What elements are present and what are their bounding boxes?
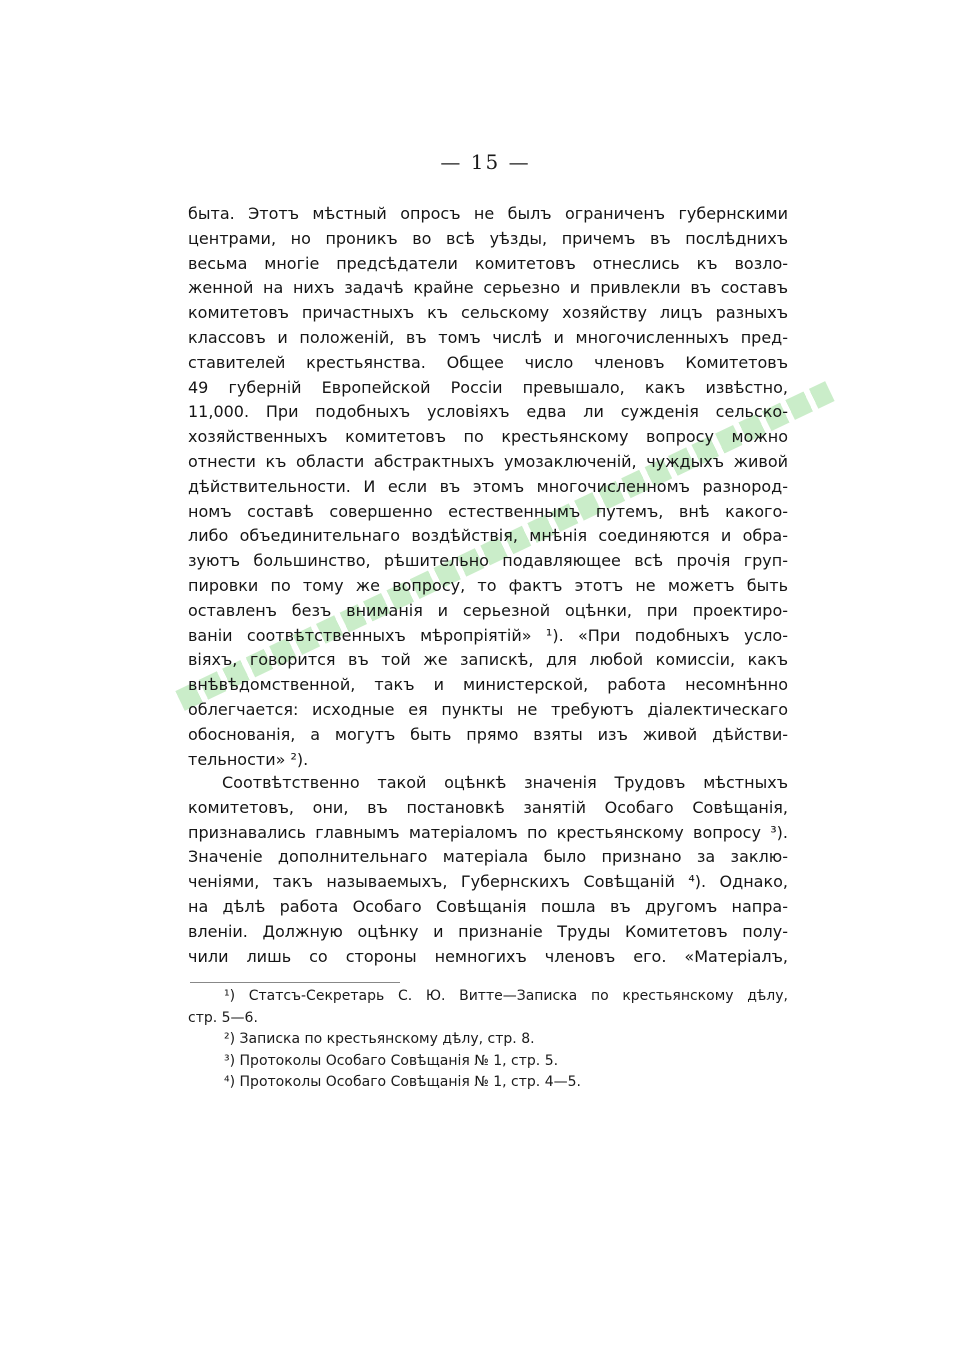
text-line: Соотвѣтственно такой оцѣнкѣ значенія Трудовъ мѣстныхъ xyxy=(222,773,788,792)
footnote-3: ³) Протоколы Особаго Совѣщанія № 1, стр. 5. xyxy=(224,1052,559,1069)
text-line: обоснованія, а могутъ быть прямо взяты изъ живой дѣйстви- xyxy=(188,724,788,744)
text-line: центрами, но проникъ во всѣ уѣзды, причемъ въ послѣднихъ xyxy=(188,228,788,248)
text-line: ставителей крестьянства. Общее число членовъ Комитетовъ xyxy=(188,352,788,372)
text-line: комитетовъ, они, въ постановкѣ занятій Особаго Совѣщанія, xyxy=(188,797,788,817)
text-line: классовъ и положеній, въ томъ числѣ и многочисленныхъ пред- xyxy=(188,327,788,347)
text-line: 11,000. При подобныхъ условіяхъ едва ли сужденія сельско- xyxy=(188,402,788,422)
text-line: либо объединительнаго воздѣйствія, мнѣнія соединяются и обра- xyxy=(188,526,788,546)
text-line: зуютъ большинство, рѣшительно подавляющее всѣ прочія груп- xyxy=(188,551,788,571)
text-line: дѣйствительности. И если въ этомъ многочисленномъ разнород- xyxy=(188,476,788,496)
footnotes xyxy=(188,986,788,1094)
text-line: на дѣлѣ работа Особаго Совѣщанія пошла въ другомъ напра- xyxy=(188,896,788,916)
text-line: облегчается: исходные ея пункты не требуютъ діалектическаго xyxy=(188,699,788,719)
text-line: 49 губерній Европейской Россіи превышало, какъ извѣстно, xyxy=(188,377,788,397)
text-line: віяхъ, говорится въ той же запискѣ, для любой комиссіи, какъ xyxy=(188,650,788,670)
text-line: оставленъ безъ вниманія и серьезной оцѣнки, при проектиро- xyxy=(188,600,788,620)
paragraph-1 xyxy=(188,202,788,772)
text-line: женной на нихъ задачѣ крайне серьезно и привлекли въ составъ xyxy=(188,278,788,298)
text-line: весьма многіе предсѣдатели комитетовъ отнеслись къ возло- xyxy=(188,253,788,273)
text-line: пировки по тому же вопросу, то фактъ этотъ не можетъ быть xyxy=(188,575,788,595)
text-line: быта. Этотъ мѣстный опросъ не былъ ограниченъ губернскими xyxy=(188,204,788,223)
text-line: вленіи. Должную оцѣнку и признаніе Труды Комитетовъ полу- xyxy=(188,921,788,941)
text-line: ченіями, такъ называемыхъ, Губернскихъ Совѣщаній ⁴). Однако, xyxy=(188,872,788,892)
footnote-1: ¹) Статсъ-Секретарь С. Ю. Витте—Записка по крестьянскому дѣлу, xyxy=(224,988,788,1004)
page-number: — 15 — xyxy=(440,150,531,174)
text-line: внѣвѣдомственной, такъ и министерской, работа несомнѣнно xyxy=(188,675,788,695)
footnote-2: ²) Записка по крестьянскому дѣлу, стр. 8. xyxy=(224,1031,535,1048)
text-line: хозяйственныхъ комитетовъ по крестьянскому вопросу можно xyxy=(188,427,788,447)
footnote-1-continued: стр. 5—6. xyxy=(188,1009,258,1026)
footnote-separator xyxy=(190,982,400,983)
text-line: ваніи соотвѣтственныхъ мѣропріятій» ¹). «При подобныхъ усло- xyxy=(188,625,788,645)
text-line: тельности» ²). xyxy=(188,749,309,769)
text-line: Значеніе дополнительнаго матеріала было признано за заклю- xyxy=(188,847,788,867)
paragraph-2 xyxy=(188,771,788,969)
text-line: комитетовъ причастныхъ къ сельскому хозяйству лицъ разныхъ xyxy=(188,303,788,323)
text-line: признавались главнымъ матеріаломъ по крестьянскому вопросу ³). xyxy=(188,822,788,842)
text-line: отнести къ области абстрактныхъ умозаключеній, чуждыхъ живой xyxy=(188,451,788,471)
footnote-4: ⁴) Протоколы Особаго Совѣщанія № 1, стр. 4—5. xyxy=(224,1074,581,1091)
text-line: номъ составѣ совершенно естественнымъ путемъ, внѣ какого- xyxy=(188,501,788,521)
text-line: чили лишь со стороны немногихъ членовъ его. «Матеріалъ, xyxy=(188,946,788,966)
